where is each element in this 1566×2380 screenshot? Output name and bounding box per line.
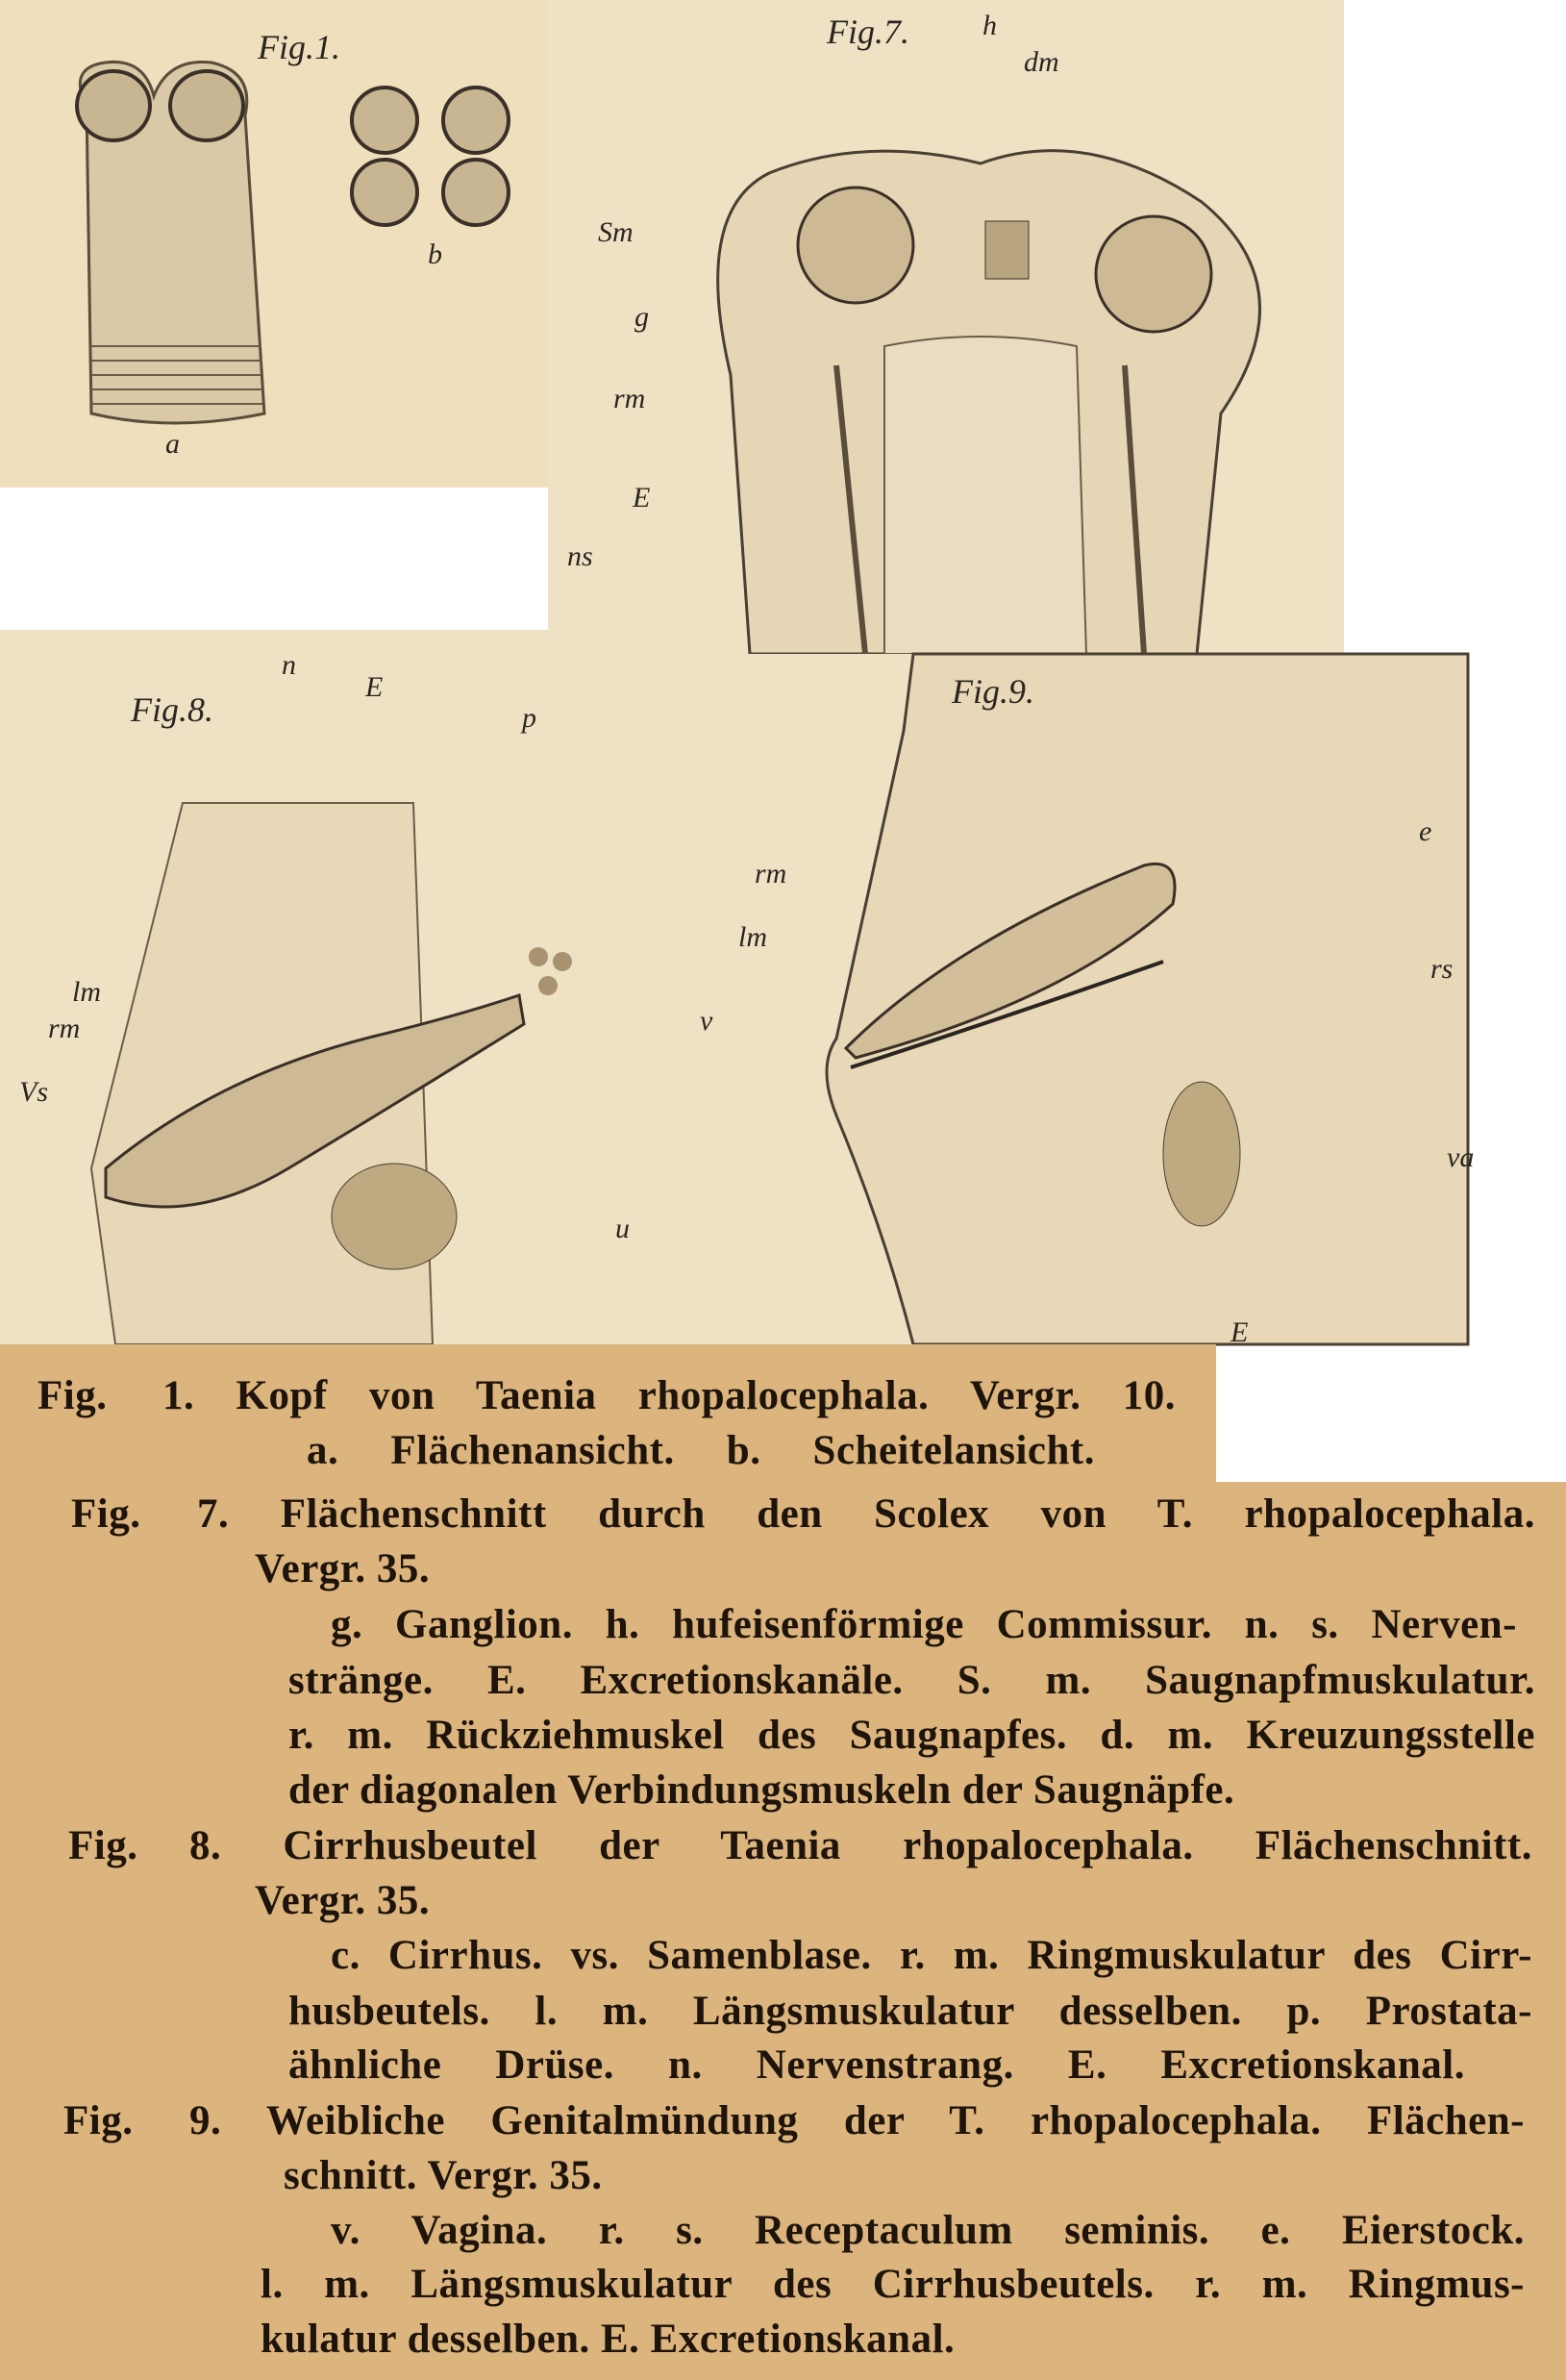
caption-fig7: 7. Flächenschnitt durch den Scolex von T. rhopalocephala. xyxy=(197,1491,1535,1537)
caption-fig8-line3: c. Cirrhus. vs. Samenblase. r. m. Ringmuskulatur des Cirr- xyxy=(331,1933,1532,1978)
fig7-label-e: E xyxy=(633,482,651,514)
caption-fig9-line5: kulatur desselben. E. Excretionskanal. xyxy=(261,2317,956,2362)
fig1-label-a: a xyxy=(165,428,180,460)
fig9-label-rs: rs xyxy=(1430,953,1454,985)
fig8-label-p: p xyxy=(522,702,536,734)
figure-9-panel xyxy=(663,654,1475,1348)
fig7-label-h: h xyxy=(982,10,997,41)
fig1-title: Fig.1. xyxy=(258,28,340,66)
fig8-label-u: u xyxy=(615,1213,630,1244)
fig7-label-g: g xyxy=(634,301,649,333)
caption-fig9-label: Fig. xyxy=(63,2098,134,2143)
caption-fig1-label: Fig. xyxy=(37,1373,108,1418)
fig7-label-sm: Sm xyxy=(598,216,634,248)
female-genital-opening-illustration xyxy=(663,654,1468,1344)
fig8-label-vs: Vs xyxy=(19,1076,48,1108)
scolex-illustration xyxy=(0,0,548,488)
fig9-title: Fig.9. xyxy=(952,672,1034,711)
fig8-label-rm: rm xyxy=(48,1013,81,1044)
caption-fig9: 9. Weibliche Genitalmündung der T. rhopalocephala. Flächen- xyxy=(189,2098,1525,2143)
caption-fig7-vergr: Vergr. 35. xyxy=(255,1546,431,1591)
fig7-title: Fig.7. xyxy=(827,13,909,51)
caption-fig7-line5: r. m. Rückziehmuskel des Saugnapfes. d. m. Kreuzungsstelle xyxy=(288,1713,1535,1758)
fig1-label-b: b xyxy=(428,238,442,270)
caption-fig7-label: Fig. xyxy=(71,1491,141,1537)
caption-fig1-views: a. Flächenansicht. b. Scheitelansicht. xyxy=(307,1428,1095,1473)
fig9-label-v: v xyxy=(700,1005,713,1037)
fig9-label-va: va xyxy=(1447,1141,1475,1173)
fig9-label-rm: rm xyxy=(755,858,787,889)
caption-fig9-line2: schnitt. Vergr. 35. xyxy=(284,2153,603,2198)
caption-fig8-vergr: Vergr. 35. xyxy=(255,1878,431,1923)
fig9-label-lm: lm xyxy=(738,921,767,953)
caption-fig9-line3: v. Vagina. r. s. Receptaculum seminis. e. Eierstock. xyxy=(331,2208,1525,2253)
fig8-label-e: E xyxy=(365,671,384,703)
caption-fig1: 1. Kopf von Taenia rhopalocephala. Vergr. 10. xyxy=(162,1373,1176,1418)
caption-fig7-line4: stränge. E. Excretionskanäle. S. m. Saugnapfmuskulatur. xyxy=(288,1658,1535,1703)
figure-8-panel xyxy=(0,630,663,1344)
scolex-section-illustration xyxy=(548,0,1344,654)
caption-fig7-line3: g. Ganglion. h. hufeisenförmige Commissur. n. s. Nerven- xyxy=(331,1602,1517,1647)
figure-7-panel xyxy=(548,0,1344,654)
caption-fig8-label: Fig. xyxy=(68,1823,138,1868)
figure-1-panel xyxy=(0,0,548,488)
fig9-label-e: e xyxy=(1419,815,1432,847)
caption-fig9-line4: l. m. Längsmuskulatur des Cirrhusbeutels. r. m. Ringmus- xyxy=(261,2262,1525,2307)
caption-fig8: 8. Cirrhusbeutel der Taenia rhopalocephala. Flächenschnitt. xyxy=(189,1823,1532,1868)
caption-fig7-line6: der diagonalen Verbindungsmuskeln der Saugnäpfe. xyxy=(288,1767,1235,1813)
fig8-label-lm: lm xyxy=(72,976,101,1008)
fig7-label-dm: dm xyxy=(1024,46,1059,78)
caption-fig8-line4: husbeutels. l. m. Längsmuskulatur desselben. p. Prostata- xyxy=(288,1989,1532,2034)
fig7-label-ns: ns xyxy=(567,540,593,572)
caption-fig8-line5: ähnliche Drüse. n. Nervenstrang. E. Excretionskanal. xyxy=(288,2042,1465,2088)
fig7-label-rm: rm xyxy=(613,383,646,414)
fig9-label-excretion: E xyxy=(1230,1316,1249,1348)
fig8-title: Fig.8. xyxy=(131,690,213,729)
fig8-label-n: n xyxy=(282,649,296,681)
